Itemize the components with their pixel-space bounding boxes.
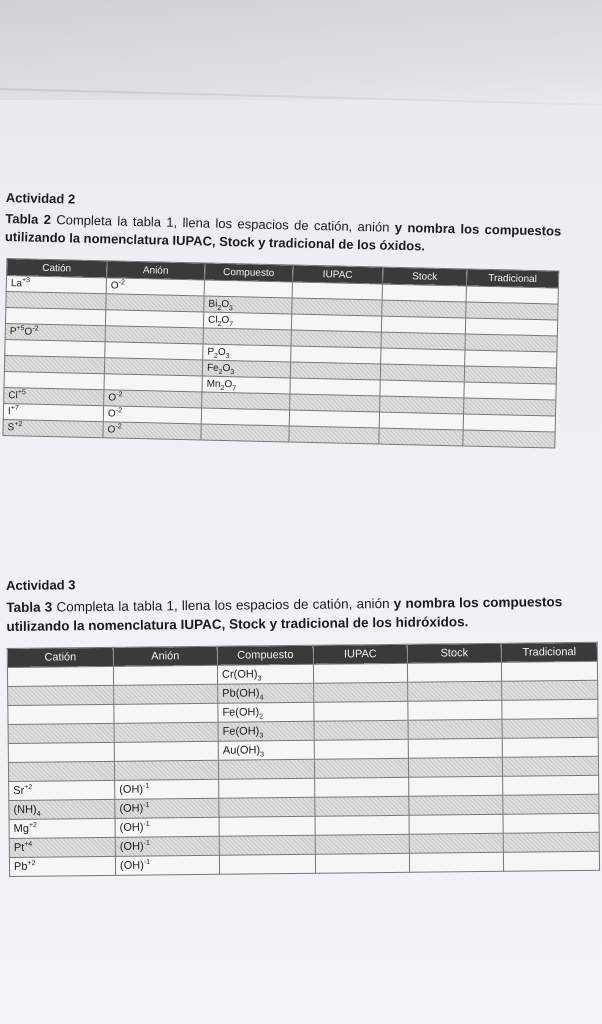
anion-cell: (OH)$^{-1}$ <box>115 779 219 799</box>
hydroxides-table <box>7 642 600 877</box>
cation-cell[interactable] <box>8 742 114 762</box>
oxides-table <box>2 258 559 449</box>
activity-2-instr-text: Completa la tabla 1, llena los espacios de catión, anión <box>50 212 396 235</box>
activity-3-instr-text: Completa la tabla 1, llena los espacios de catión, anión <box>52 595 394 615</box>
cation-cell: $Pt^{+4}$ <box>9 837 115 857</box>
stock-cell[interactable] <box>409 814 503 834</box>
cation-cell: $(NH)_4$ <box>9 799 115 819</box>
header-traditional: Tradicional <box>466 269 558 288</box>
cation-cell: $I^{+7}$ <box>3 404 103 422</box>
cation-cell: $S^{+2}$ <box>3 419 103 437</box>
traditional-cell[interactable] <box>503 851 599 871</box>
iupac-cell[interactable] <box>314 720 408 740</box>
stock-cell[interactable] <box>407 662 501 682</box>
activity-3-instructions <box>6 592 562 636</box>
cation-cell: $Mg^{+2}$ <box>9 818 115 838</box>
anion-cell: $O^{-2}$ <box>103 406 201 424</box>
header-compound: Compuesto <box>217 645 313 665</box>
activity-2-title: Actividad 2 <box>5 190 76 207</box>
stock-cell[interactable] <box>381 332 465 350</box>
traditional-cell[interactable] <box>503 794 599 814</box>
traditional-cell[interactable] <box>503 775 599 795</box>
compound-cell: $Au(OH)_3$ <box>218 740 314 760</box>
compound-cell[interactable] <box>203 328 291 346</box>
stock-cell[interactable] <box>408 700 502 720</box>
iupac-cell[interactable] <box>315 796 409 816</box>
iupac-cell[interactable] <box>315 834 409 854</box>
compound-cell[interactable] <box>218 759 314 779</box>
stock-cell[interactable] <box>408 681 502 701</box>
stock-cell[interactable] <box>380 380 464 398</box>
anion-cell[interactable] <box>114 703 218 723</box>
header-anion: Anión <box>113 646 217 666</box>
traditional-cell[interactable] <box>502 680 598 700</box>
iupac-cell[interactable] <box>314 701 408 721</box>
cation-cell: $P^{+5}O^{-2}$ <box>5 324 105 342</box>
anion-cell[interactable] <box>113 665 217 685</box>
anion-cell[interactable] <box>114 741 218 761</box>
compound-cell: $Fe(OH)_2$ <box>218 702 314 722</box>
anion-cell: (OH)$^{-1}$ <box>115 836 219 856</box>
cation-cell[interactable] <box>8 723 114 743</box>
compound-cell: $Mn_2O_7$ <box>202 376 290 394</box>
cation-cell[interactable] <box>8 704 114 724</box>
cation-cell: $Pb^{+2}$ <box>9 856 115 876</box>
anion-cell[interactable] <box>114 684 218 704</box>
cation-cell: $Cl^{+5}$ <box>4 388 104 406</box>
compound-cell[interactable] <box>201 424 289 442</box>
compound-cell[interactable] <box>201 408 289 426</box>
iupac-cell[interactable] <box>314 739 408 759</box>
activity-2-instructions <box>5 210 562 259</box>
activity-3-title: Actividad 3 <box>6 577 76 593</box>
cation-cell[interactable] <box>8 685 114 705</box>
traditional-cell[interactable] <box>502 737 598 757</box>
stock-cell[interactable] <box>408 719 502 739</box>
iupac-cell[interactable] <box>315 853 409 873</box>
stock-cell[interactable] <box>382 300 466 318</box>
header-traditional: Tradicional <box>501 642 597 662</box>
activity-2-section <box>0 190 597 449</box>
compound-cell[interactable] <box>219 854 315 874</box>
cation-cell: $La^{+3}$ <box>6 276 106 294</box>
cation-cell[interactable] <box>8 761 114 781</box>
stock-cell[interactable] <box>380 396 464 414</box>
traditional-cell[interactable] <box>503 813 599 833</box>
anion-cell: (OH)$^{-1}$ <box>115 798 219 818</box>
compound-cell: $Cr(OH)_3$ <box>217 664 313 684</box>
compound-cell[interactable] <box>219 778 315 798</box>
cation-cell: $Sr^{+2}$ <box>9 780 115 800</box>
header-iupac: IUPAC <box>292 265 382 284</box>
traditional-cell[interactable] <box>502 718 598 738</box>
stock-cell[interactable] <box>379 428 463 446</box>
iupac-cell[interactable] <box>315 777 409 797</box>
compound-cell: $Cl_2O_7$ <box>203 312 291 330</box>
stock-cell[interactable] <box>381 348 465 366</box>
compound-cell[interactable] <box>204 280 292 298</box>
compound-cell: $P_2O_3$ <box>203 344 291 362</box>
activity-3-instr-bold: y nombra los compuestos utilizando la nomenclatura IUPAC, Stock y tradicional de los hidróxidos. <box>6 594 563 634</box>
stock-cell[interactable] <box>381 316 465 334</box>
stock-cell[interactable] <box>409 776 503 796</box>
stock-cell[interactable] <box>409 852 503 872</box>
anion-cell: $O^{-2}$ <box>103 422 201 440</box>
iupac-cell[interactable] <box>313 663 407 683</box>
anion-cell[interactable] <box>114 722 218 742</box>
stock-cell[interactable] <box>380 364 464 382</box>
compound-cell[interactable] <box>202 392 290 410</box>
activity-3-section <box>6 572 601 877</box>
iupac-cell[interactable] <box>314 758 408 778</box>
activity-2-instr-bold: y nombra los compuestos utilizando la nomenclatura IUPAC, Stock y tradicional de los óxidos. <box>4 219 562 254</box>
compound-cell: $Fe(OH)_3$ <box>218 721 314 741</box>
stock-cell[interactable] <box>382 284 466 302</box>
header-compound: Compuesto <box>205 263 293 282</box>
iupac-cell[interactable] <box>315 815 409 835</box>
stock-cell[interactable] <box>409 833 503 853</box>
traditional-cell[interactable] <box>501 661 597 681</box>
compound-cell[interactable] <box>219 797 315 817</box>
traditional-cell[interactable] <box>463 430 555 448</box>
anion-cell: $O^{-2}$ <box>106 278 204 296</box>
compound-cell: $Fe_2O_3$ <box>202 360 290 378</box>
activity-3-table-label: Tabla 3 <box>6 599 53 615</box>
cation-cell[interactable] <box>7 666 113 686</box>
traditional-cell[interactable] <box>502 756 598 776</box>
header-iupac: IUPAC <box>313 644 407 664</box>
anion-cell: (OH)$^{-1}$ <box>115 855 219 875</box>
compound-cell: $Pb(OH)_4$ <box>218 683 314 703</box>
compound-cell[interactable] <box>219 835 315 855</box>
compound-cell: $Bi_2O_3$ <box>204 296 292 314</box>
header-stock: Stock <box>382 267 466 286</box>
anion-cell: $O^{-2}$ <box>104 390 202 408</box>
traditional-cell[interactable] <box>502 699 598 719</box>
page-top-shadow <box>0 0 602 100</box>
iupac-cell[interactable] <box>314 682 408 702</box>
anion-cell: (OH)$^{-1}$ <box>115 817 219 837</box>
iupac-cell[interactable] <box>289 426 379 444</box>
header-cation: Catión <box>7 647 113 667</box>
header-stock: Stock <box>407 643 501 663</box>
anion-cell[interactable] <box>114 760 218 780</box>
header-cation: Catión <box>7 259 107 278</box>
traditional-cell[interactable] <box>503 832 599 852</box>
stock-cell[interactable] <box>379 412 463 430</box>
stock-cell[interactable] <box>409 795 503 815</box>
stock-cell[interactable] <box>408 757 502 777</box>
compound-cell[interactable] <box>219 816 315 836</box>
activity-2-table-label: Tabla 2 <box>5 210 52 228</box>
stock-cell[interactable] <box>408 738 502 758</box>
header-anion: Anión <box>107 261 205 280</box>
